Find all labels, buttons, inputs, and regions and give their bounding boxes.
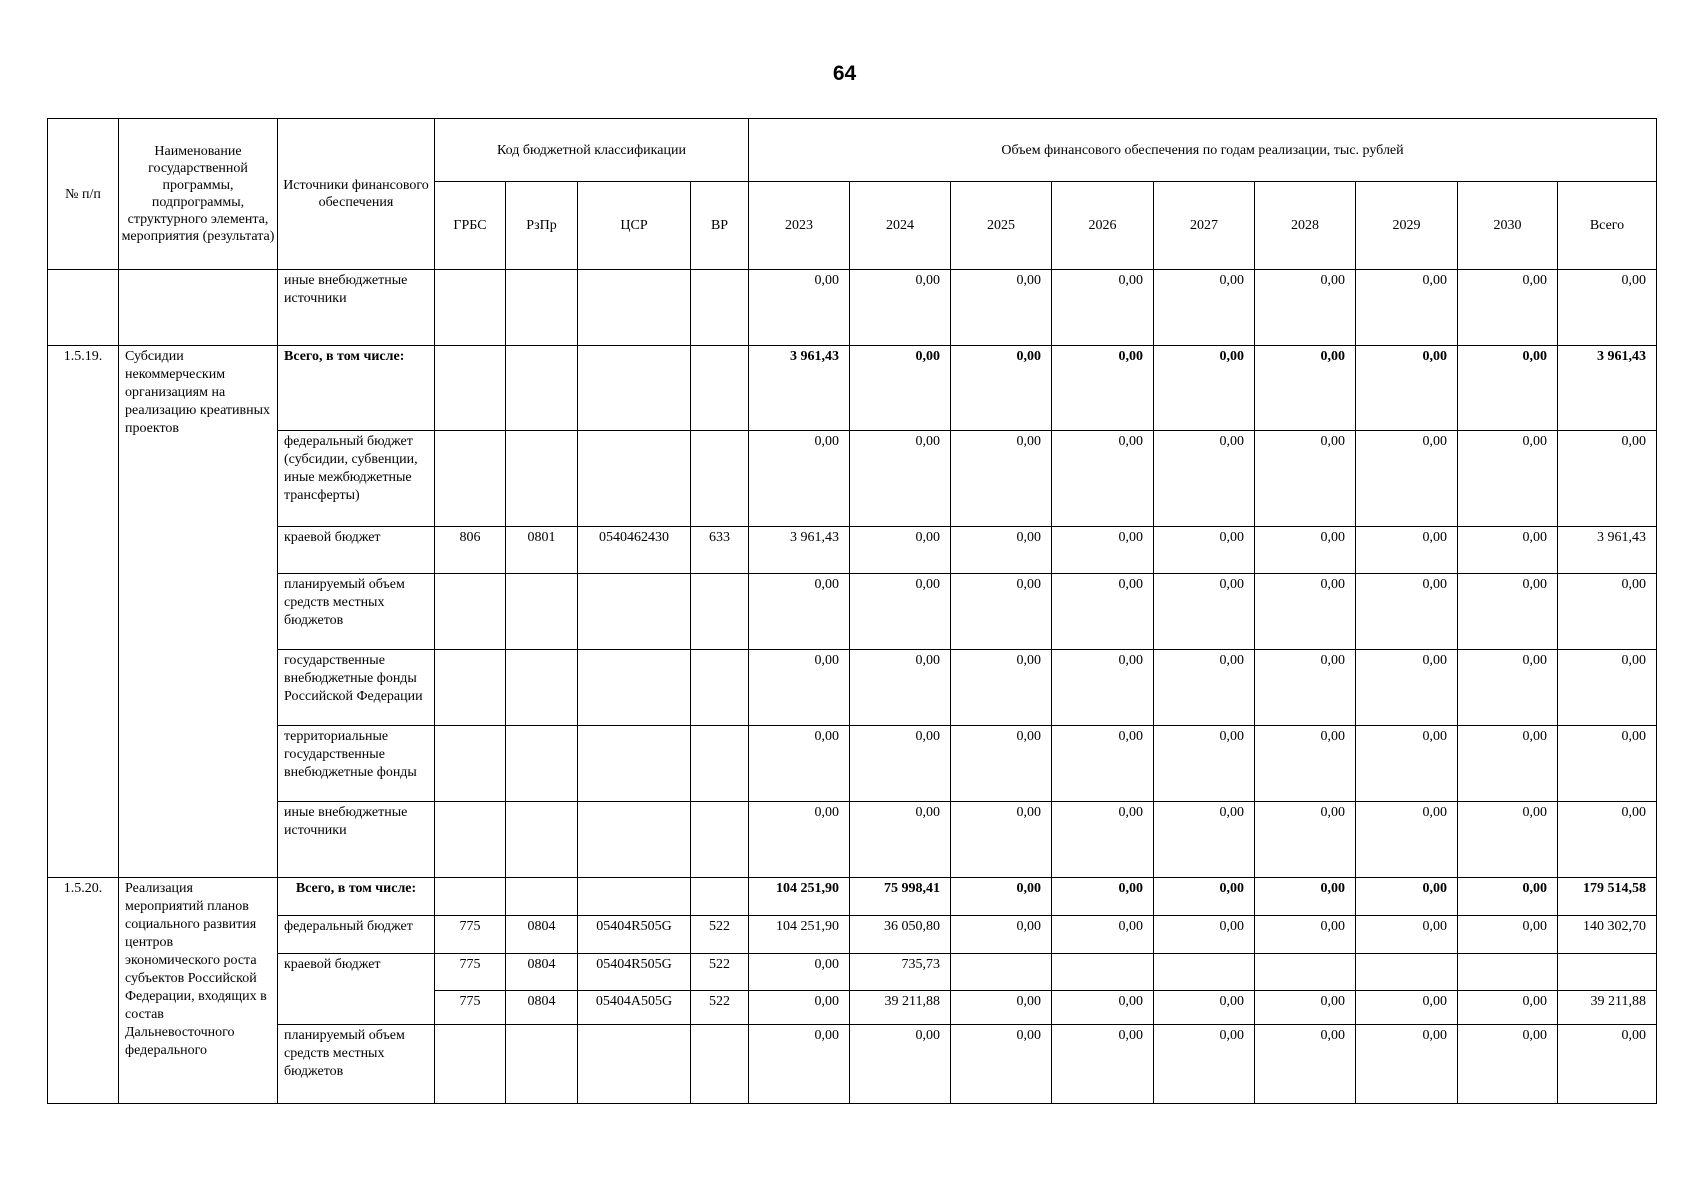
rzpr-cell	[506, 1025, 578, 1104]
value-cell: 0,00	[951, 431, 1052, 527]
value-cell: 0,00	[1255, 527, 1356, 574]
value-cell: 0,00	[749, 802, 850, 878]
vr-cell	[691, 346, 749, 431]
csr-cell	[578, 1025, 691, 1104]
value-cell: 0,00	[1255, 802, 1356, 878]
value-cell: 0,00	[1255, 878, 1356, 916]
header-budget-code: Код бюджетной классификации	[435, 119, 749, 182]
value-cell: 0,00	[1255, 916, 1356, 954]
value-cell: 0,00	[951, 574, 1052, 650]
value-cell: 75 998,41	[850, 878, 951, 916]
value-cell: 0,00	[1052, 346, 1154, 431]
value-cell: 0,00	[951, 802, 1052, 878]
value-cell: 0,00	[1255, 1025, 1356, 1104]
header-vr: ВР	[691, 182, 749, 270]
value-cell	[951, 954, 1052, 991]
grbs-cell: 775	[435, 916, 506, 954]
csr-cell	[578, 574, 691, 650]
vr-cell: 522	[691, 991, 749, 1025]
csr-cell	[578, 650, 691, 726]
csr-cell	[578, 431, 691, 527]
vr-cell: 522	[691, 916, 749, 954]
header-year: 2025	[951, 182, 1052, 270]
header-year: 2024	[850, 182, 951, 270]
value-cell: 735,73	[850, 954, 951, 991]
value-cell: 0,00	[1052, 802, 1154, 878]
source-cell: территориальные государственные внебюджетные фонды	[278, 726, 435, 802]
value-cell: 0,00	[850, 346, 951, 431]
value-cell: 0,00	[951, 270, 1052, 346]
header-year: 2030	[1458, 182, 1558, 270]
rzpr-cell: 0804	[506, 916, 578, 954]
source-cell: федеральный бюджет (субсидии, субвенции, иные межбюджетные трансферты)	[278, 431, 435, 527]
header-csr: ЦСР	[578, 182, 691, 270]
value-cell: 0,00	[1558, 1025, 1657, 1104]
vr-cell: 633	[691, 527, 749, 574]
rzpr-cell	[506, 270, 578, 346]
rzpr-cell: 0804	[506, 991, 578, 1025]
grbs-cell	[435, 431, 506, 527]
rzpr-cell: 0801	[506, 527, 578, 574]
value-cell: 0,00	[1458, 527, 1558, 574]
header-year: 2029	[1356, 182, 1458, 270]
name-cell: Субсидии некоммерческим организациям на реализацию креативных проектов	[119, 346, 278, 878]
value-cell: 0,00	[1052, 916, 1154, 954]
value-cell: 0,00	[1356, 650, 1458, 726]
table-row	[48, 726, 1657, 802]
header-rzpr: РзПр	[506, 182, 578, 270]
value-cell: 0,00	[850, 527, 951, 574]
table-row	[48, 346, 1657, 431]
value-cell	[1255, 954, 1356, 991]
value-cell: 0,00	[1356, 527, 1458, 574]
csr-cell	[578, 726, 691, 802]
csr-cell	[578, 346, 691, 431]
value-cell: 0,00	[1154, 1025, 1255, 1104]
value-cell: 0,00	[951, 650, 1052, 726]
value-cell: 0,00	[1356, 574, 1458, 650]
value-cell: 39 211,88	[850, 991, 951, 1025]
source-cell: Всего, в том числе:	[278, 346, 435, 431]
value-cell: 0,00	[850, 574, 951, 650]
value-cell: 0,00	[1052, 270, 1154, 346]
value-cell: 0,00	[1154, 574, 1255, 650]
header-grbs: ГРБС	[435, 182, 506, 270]
value-cell: 0,00	[1458, 991, 1558, 1025]
grbs-cell	[435, 726, 506, 802]
budget-table	[47, 118, 1657, 1104]
rzpr-cell	[506, 346, 578, 431]
csr-cell	[578, 802, 691, 878]
value-cell: 0,00	[1255, 431, 1356, 527]
value-cell: 140 302,70	[1558, 916, 1657, 954]
value-cell: 0,00	[749, 954, 850, 991]
rzpr-cell	[506, 574, 578, 650]
value-cell: 0,00	[1558, 650, 1657, 726]
value-cell: 0,00	[1458, 916, 1558, 954]
value-cell: 0,00	[1458, 574, 1558, 650]
value-cell: 0,00	[1458, 270, 1558, 346]
value-cell: 0,00	[1052, 991, 1154, 1025]
vr-cell	[691, 650, 749, 726]
header-year: 2028	[1255, 182, 1356, 270]
value-cell: 179 514,58	[1558, 878, 1657, 916]
value-cell: 0,00	[850, 431, 951, 527]
table-row	[48, 431, 1657, 527]
value-cell: 3 961,43	[1558, 527, 1657, 574]
source-cell: федеральный бюджет	[278, 916, 435, 954]
value-cell: 0,00	[1458, 726, 1558, 802]
rzpr-cell	[506, 802, 578, 878]
value-cell: 0,00	[1458, 650, 1558, 726]
value-cell	[1154, 954, 1255, 991]
value-cell: 0,00	[1255, 574, 1356, 650]
name-cell	[119, 270, 278, 346]
value-cell: 0,00	[1154, 991, 1255, 1025]
value-cell	[1356, 954, 1458, 991]
value-cell: 0,00	[1052, 574, 1154, 650]
value-cell: 0,00	[1458, 431, 1558, 527]
value-cell: 0,00	[1255, 726, 1356, 802]
value-cell: 0,00	[850, 1025, 951, 1104]
table-row	[48, 650, 1657, 726]
table-row	[48, 1025, 1657, 1104]
header-row-top	[48, 119, 1657, 182]
header-num: № п/п	[48, 119, 119, 270]
value-cell: 0,00	[1052, 878, 1154, 916]
grbs-cell: 775	[435, 954, 506, 991]
num-cell	[48, 270, 119, 346]
value-cell: 0,00	[1154, 802, 1255, 878]
value-cell: 0,00	[749, 270, 850, 346]
table-row	[48, 574, 1657, 650]
header-year: 2027	[1154, 182, 1255, 270]
value-cell: 0,00	[1154, 346, 1255, 431]
csr-cell: 05404A505G	[578, 991, 691, 1025]
rzpr-cell: 0804	[506, 954, 578, 991]
csr-cell: 0540462430	[578, 527, 691, 574]
value-cell: 0,00	[1458, 346, 1558, 431]
value-cell: 3 961,43	[1558, 346, 1657, 431]
value-cell: 0,00	[951, 991, 1052, 1025]
value-cell: 0,00	[850, 726, 951, 802]
grbs-cell	[435, 270, 506, 346]
table-row	[48, 527, 1657, 574]
value-cell: 0,00	[1356, 431, 1458, 527]
value-cell: 0,00	[850, 270, 951, 346]
value-cell	[1052, 954, 1154, 991]
grbs-cell: 775	[435, 991, 506, 1025]
name-cell: Реализация мероприятий планов социального развития центров экономического роста субъектов Российской Федерации, входящих в состав Дальневосточного федерального	[119, 878, 278, 1104]
value-cell: 0,00	[850, 802, 951, 878]
page-number: 64	[832, 62, 857, 85]
value-cell: 0,00	[749, 1025, 850, 1104]
vr-cell	[691, 270, 749, 346]
vr-cell	[691, 802, 749, 878]
header-volume: Объем финансового обеспечения по годам реализации, тыс. рублей	[749, 119, 1657, 182]
csr-cell	[578, 878, 691, 916]
value-cell: 0,00	[749, 431, 850, 527]
num-cell: 1.5.20.	[48, 878, 119, 1104]
value-cell: 39 211,88	[1558, 991, 1657, 1025]
value-cell: 0,00	[1558, 270, 1657, 346]
source-cell: планируемый объем средств местных бюджетов	[278, 574, 435, 650]
vr-cell	[691, 726, 749, 802]
grbs-cell	[435, 1025, 506, 1104]
rzpr-cell	[506, 878, 578, 916]
value-cell: 0,00	[1356, 1025, 1458, 1104]
table-row	[48, 802, 1657, 878]
value-cell: 0,00	[1154, 916, 1255, 954]
value-cell: 3 961,43	[749, 346, 850, 431]
grbs-cell	[435, 878, 506, 916]
value-cell: 0,00	[1458, 802, 1558, 878]
value-cell	[1458, 954, 1558, 991]
value-cell: 0,00	[1558, 802, 1657, 878]
value-cell: 0,00	[951, 916, 1052, 954]
value-cell: 0,00	[1154, 270, 1255, 346]
value-cell: 0,00	[1356, 726, 1458, 802]
source-cell: краевой бюджет	[278, 954, 435, 1025]
value-cell: 0,00	[1052, 431, 1154, 527]
source-cell: государственные внебюджетные фонды Российской Федерации	[278, 650, 435, 726]
table-row	[48, 954, 1657, 991]
csr-cell: 05404R505G	[578, 916, 691, 954]
header-name: Наименование государственной программы, подпрограммы, структурного элемента, мероприятия (результата)	[119, 119, 278, 270]
value-cell: 0,00	[1255, 650, 1356, 726]
table-row	[48, 916, 1657, 954]
source-cell: планируемый объем средств местных бюджетов	[278, 1025, 435, 1104]
value-cell: 0,00	[951, 1025, 1052, 1104]
value-cell: 0,00	[951, 527, 1052, 574]
csr-cell	[578, 270, 691, 346]
rzpr-cell	[506, 726, 578, 802]
grbs-cell	[435, 650, 506, 726]
table-row	[48, 878, 1657, 916]
value-cell: 0,00	[749, 726, 850, 802]
source-cell: иные внебюджетные источники	[278, 802, 435, 878]
value-cell: 0,00	[1356, 916, 1458, 954]
rzpr-cell	[506, 650, 578, 726]
value-cell: 3 961,43	[749, 527, 850, 574]
source-cell: краевой бюджет	[278, 527, 435, 574]
value-cell	[1558, 954, 1657, 991]
vr-cell: 522	[691, 954, 749, 991]
header-year: 2023	[749, 182, 850, 270]
vr-cell	[691, 574, 749, 650]
value-cell: 0,00	[1255, 270, 1356, 346]
vr-cell	[691, 878, 749, 916]
header-total: Всего	[1558, 182, 1657, 270]
csr-cell: 05404R505G	[578, 954, 691, 991]
header-year: 2026	[1052, 182, 1154, 270]
grbs-cell	[435, 346, 506, 431]
value-cell: 104 251,90	[749, 878, 850, 916]
value-cell: 104 251,90	[749, 916, 850, 954]
grbs-cell	[435, 574, 506, 650]
value-cell: 0,00	[1154, 726, 1255, 802]
value-cell: 0,00	[951, 346, 1052, 431]
table-row	[48, 270, 1657, 346]
value-cell: 0,00	[1356, 802, 1458, 878]
value-cell: 0,00	[1052, 1025, 1154, 1104]
value-cell: 0,00	[1558, 431, 1657, 527]
value-cell: 0,00	[1154, 527, 1255, 574]
grbs-cell	[435, 802, 506, 878]
value-cell: 0,00	[1052, 726, 1154, 802]
value-cell: 0,00	[1458, 878, 1558, 916]
value-cell: 0,00	[749, 650, 850, 726]
rzpr-cell	[506, 431, 578, 527]
value-cell: 0,00	[749, 574, 850, 650]
value-cell: 0,00	[1558, 574, 1657, 650]
value-cell: 0,00	[1458, 1025, 1558, 1104]
value-cell: 0,00	[1154, 650, 1255, 726]
value-cell: 0,00	[850, 650, 951, 726]
value-cell: 0,00	[1558, 726, 1657, 802]
grbs-cell: 806	[435, 527, 506, 574]
value-cell: 0,00	[749, 991, 850, 1025]
source-cell: Всего, в том числе:	[278, 878, 435, 916]
value-cell: 0,00	[1052, 527, 1154, 574]
value-cell: 0,00	[1356, 346, 1458, 431]
value-cell: 0,00	[1356, 878, 1458, 916]
value-cell: 0,00	[951, 726, 1052, 802]
value-cell: 0,00	[1154, 878, 1255, 916]
value-cell: 0,00	[1052, 650, 1154, 726]
header-source: Источники финансового обеспечения	[278, 119, 435, 270]
vr-cell	[691, 431, 749, 527]
vr-cell	[691, 1025, 749, 1104]
value-cell: 36 050,80	[850, 916, 951, 954]
num-cell: 1.5.19.	[48, 346, 119, 878]
source-cell: иные внебюджетные источники	[278, 270, 435, 346]
value-cell: 0,00	[1154, 431, 1255, 527]
value-cell: 0,00	[951, 878, 1052, 916]
value-cell: 0,00	[1255, 991, 1356, 1025]
value-cell: 0,00	[1255, 346, 1356, 431]
value-cell: 0,00	[1356, 270, 1458, 346]
value-cell: 0,00	[1356, 991, 1458, 1025]
